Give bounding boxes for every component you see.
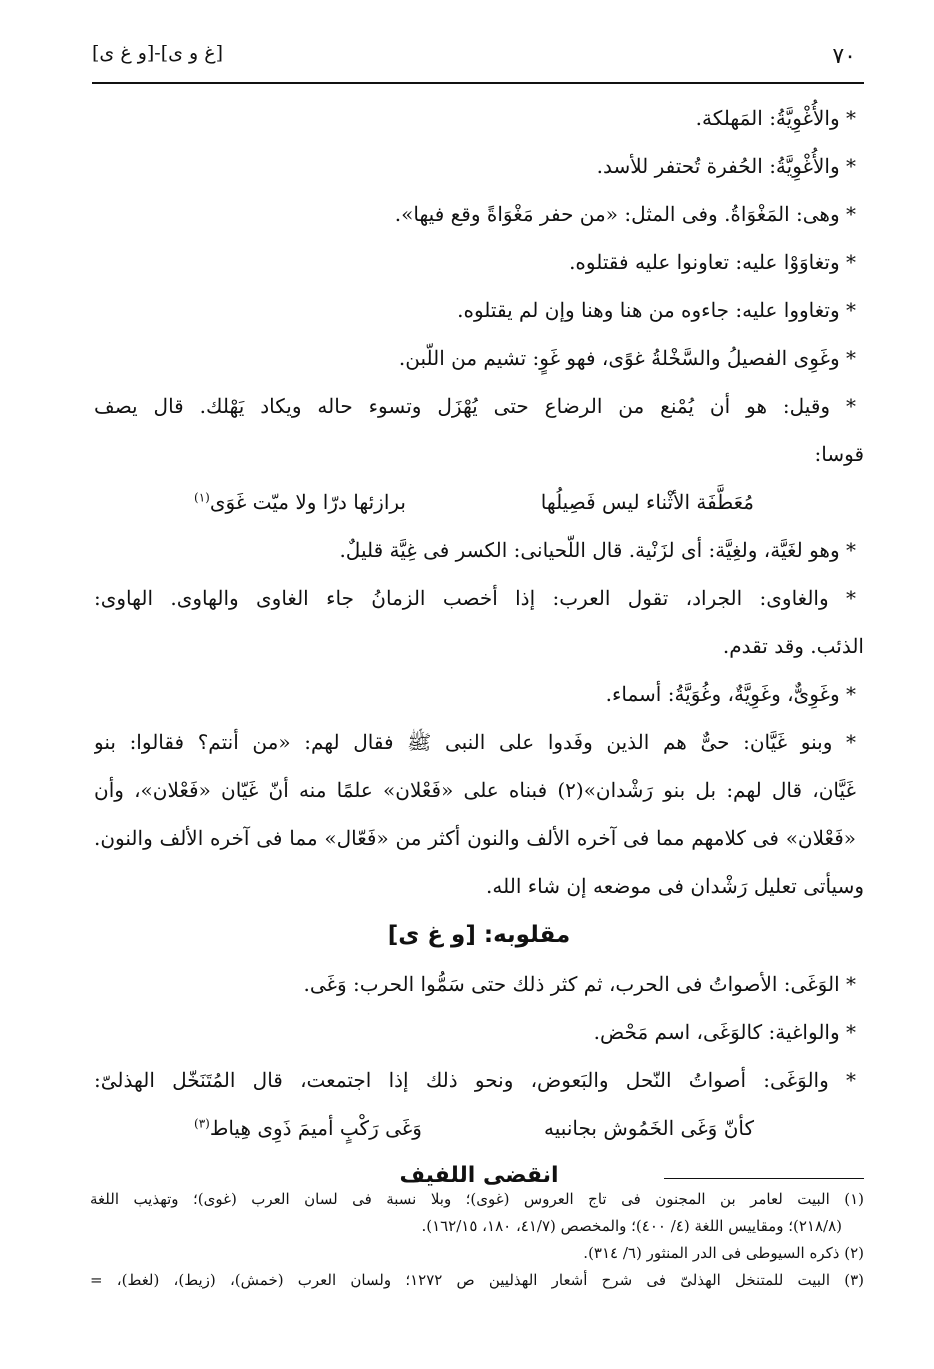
entry-line: «فَعْلان» فى كلامهم مما فى آخره الألف والنون أكثر من «فَعّال» مما فى آخره الألف والنون. (94, 826, 856, 850)
verse-first-hemistich: مُعَطَّفَة الأثْناء ليس فَصِيلُها (540, 490, 754, 514)
footnote-line: (١) البيت لعامر بن المجنون فى تاج العروس (غوى)؛ وبلا نسبة فى لسان العرب (غوى)؛ وتهذيب اللغة (90, 1190, 864, 1208)
entry-line: * والوَغَى: أصواتُ النّحل والبَعوض، ونحو ذلك إذا اجتمعت، قال المُتَنَخّل الهذلىّ: (94, 1068, 856, 1092)
section-title: مقلوبه: [و غ ى] (387, 922, 571, 948)
verse-line (94, 1104, 864, 1152)
entry-line: * وهى: المَغْوَاةُ. وفى المثل: «من حفر مَغْوَاةً وقع فيها». (394, 202, 856, 226)
verse-second-hemistich (194, 478, 406, 526)
entry-line: * وغَوِى الفصيلُ والسَّخْلةُ غوًى، فهو غَوٍ: تشيم من اللّبن. (398, 346, 856, 370)
footnote-marker: (٣) (194, 1116, 210, 1131)
entry-continuation: وسيأتى تعليل رَشْدان فى موضعه إن شاء الله. (486, 874, 864, 898)
entry-line: * والأُغْوِيَّةُ: المَهلكة. (695, 106, 856, 130)
entry-line: * والأُغْوِيَّةُ: الحُفرة تُحتفر للأسد. (596, 154, 856, 178)
running-head: [غ و ى]-[و غ ى] (92, 42, 223, 64)
entry-line: * والواغية: كالوَغَى، اسم مَحْض. (593, 1020, 856, 1044)
entry-line: * وقيل: هو أن يُمْنع من الرضاع حتى يُهْزَل وتسوء حاله ويكاد يَهْلك. قال يصف (94, 394, 856, 418)
entry-line: * وتغاوَوْا عليه: تعاونوا عليه فقتلوه. (569, 250, 856, 274)
page-header (92, 38, 862, 82)
footnote-line: (٢) ذكره السيوطى فى الدر المنثور (٦/ ٣١٤). (583, 1244, 864, 1262)
entry-line: * الوَغَى: الأصواتُ فى الحرب، ثم كثر ذلك حتى سَمُّوا الحرب: وَغَى. (303, 972, 856, 996)
page-number: ٧٠ (832, 44, 856, 69)
entry-line: * وبنو غَيَّان: حىٌّ هم الذين وفَدوا على النبى ﷺ فقال لهم: «من أنتم؟ فقالوا: بنو (94, 730, 856, 754)
dictionary-entries (94, 94, 864, 1200)
verse-line (94, 478, 864, 526)
end-title: انقضى اللفيف (399, 1163, 559, 1188)
entry-line: * وهو لغَيَّة، ولغِيَّة: أى لزَنْية. قال اللّحيانى: الكسر فى غِيَّة قليلٌ. (339, 538, 856, 562)
entry-continuation: الذئب. وقد تقدم. (722, 634, 864, 658)
footnotes (90, 1186, 864, 1294)
footnote-rule (664, 1178, 864, 1179)
entry-line: * وتغاووا عليه: جاءوه من هنا وهنا وإن لم يقتلوه. (457, 298, 856, 322)
entry-line: * وغَوِىٌّ، وغَوِيَّةٌ، وغُوَيَّةُ: أسماء. (605, 682, 856, 706)
entry-line: غَيَّان، قال لهم: بل بنو رَشْدان»(٢) فبناه على «فَعْلان» علمًا منه أنّ غَيّان «فَعْلان»، وأن (94, 778, 856, 802)
footnote-marker: (١) (194, 490, 210, 505)
entry-continuation: قوسا: (814, 442, 864, 466)
entry-line: * والغاوى: الجراد، تقول العرب: إذا أخصب الزمانُ جاء الغاوى والهاوى. الهاوى: (94, 586, 856, 610)
verse-second-text: وَغَى رَكْبٍ أميمَ ذَوِى هِياط (209, 1116, 422, 1140)
verse-first-hemistich: كأنّ وَغَى الخَمُوش بجانبيه (544, 1116, 754, 1140)
verse-second-hemistich (194, 1104, 422, 1152)
footnote-line: (٢١٨/٨)؛ ومقاييس اللغة (٤/ ٤٠٠)؛ والمخصص (٤١/٧، ١٨٠، ١٦٢/١٥). (421, 1217, 842, 1235)
verse-second-text: برازئها درّا ولا ميّت غَوَى (209, 490, 406, 514)
header-rule (92, 82, 864, 84)
footnote-line: (٣) البيت للمتنخل الهذلىّ فى شرح أشعار الهذليين ص ١٢٧٢؛ ولسان العرب (خمش)، (زيط)، (لغط)، = (90, 1271, 864, 1289)
